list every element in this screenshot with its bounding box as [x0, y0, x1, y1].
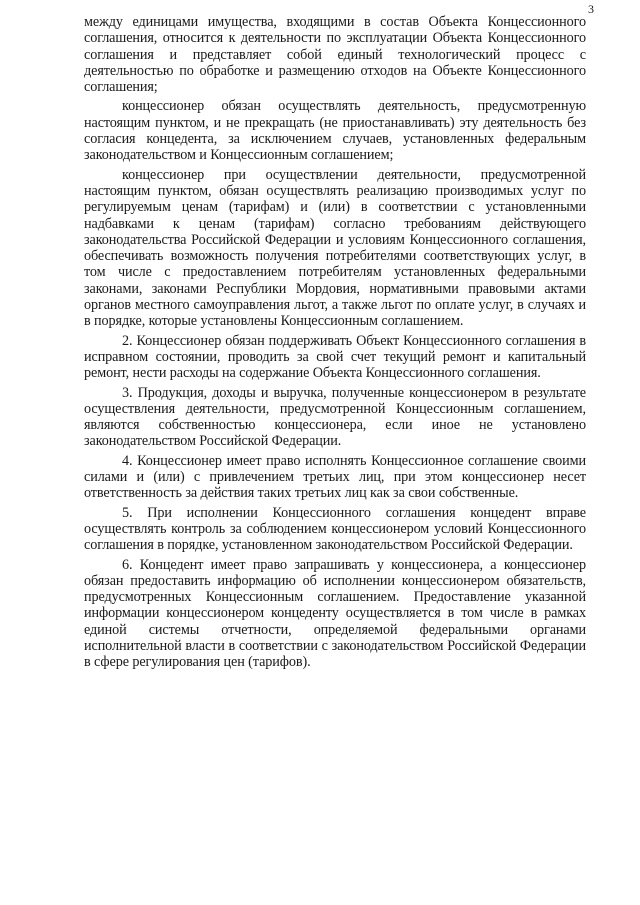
page-number: 3	[588, 2, 594, 16]
paragraph-item-5: 5. При исполнении Концессионного соглашения концедент вправе осуществлять контроль за соблюдением концессионером условий Концессионного соглашения в порядке, установленном законодательством Российской Федерации.	[84, 504, 586, 554]
paragraph-item-6: 6. Концедент имеет право запрашивать у концессионера, а концессионер обязан предоставить информацию об исполнении концессионером обязательств, предусмотренных Концессионным соглашением. Предоставление указанной информации концессионером концеденту осуществляется в том числе в рамках единой системы отчетности, определяемой федеральными органами исполнительной власти в соответствии с законодательством Российской Федерации в сфере регулирования цен (тарифов).	[84, 556, 586, 671]
paragraph-obligation-no-stop: концессионер обязан осуществлять деятельность, предусмотренную настоящим пунктом, и не прекращать (не приостанавливать) эту деятельность без согласия концедента, за исключением случаев, установленных федеральным законодательством и Концессионным соглашением;	[84, 98, 586, 164]
paragraph-item-4: 4. Концессионер имеет право исполнять Концессионное соглашение своими силами и (или) с привлечением третьих лиц, при этом концессионер несет ответственность за действия таких третьих лиц как за свои собственные.	[84, 452, 586, 502]
document-body	[84, 14, 586, 674]
paragraph-item-3: 3. Продукция, доходы и выручка, полученные концессионером в результате осуществления деятельности, предусмотренной Концессионным соглашением, являются собственностью концессионера, если иное не установлено законодательством Российской Федерации.	[84, 384, 586, 450]
paragraph-regulated-prices: концессионер при осуществлении деятельности, предусмотренной настоящим пунктом, обязан осуществлять реализацию производимых услуг по регулируемым ценам (тарифам) и (или) в соответствии с установленными надбавками к ценам (тарифам) согласно требованиям действующего законодательства Российской Федерации и условиям Концессионного соглашения, обеспечивать возможность получения потребителями соответствующих услуг, в том числе с предоставлением потребителям установленных федеральными законами, законами Республики Мордовия, нормативными правовыми актами органов местного самоуправления льгот, а также льгот по оплате услуг, в случаях и в порядке, которые установлены Концессионным соглашением.	[84, 166, 586, 330]
paragraph-continuation: между единицами имущества, входящими в состав Объекта Концессионного соглашения, относится к деятельности по эксплуатации Объекта Концессионного соглашения и представляет собой единый технологический процесс с деятельностью по обработке и размещению отходов на Объекте Концессионного соглашения;	[84, 14, 586, 96]
paragraph-item-2: 2. Концессионер обязан поддерживать Объект Концессионного соглашения в исправном состоянии, проводить за свой счет текущий ремонт и капитальный ремонт, нести расходы на содержание Объекта Концессионного соглашения.	[84, 332, 586, 382]
